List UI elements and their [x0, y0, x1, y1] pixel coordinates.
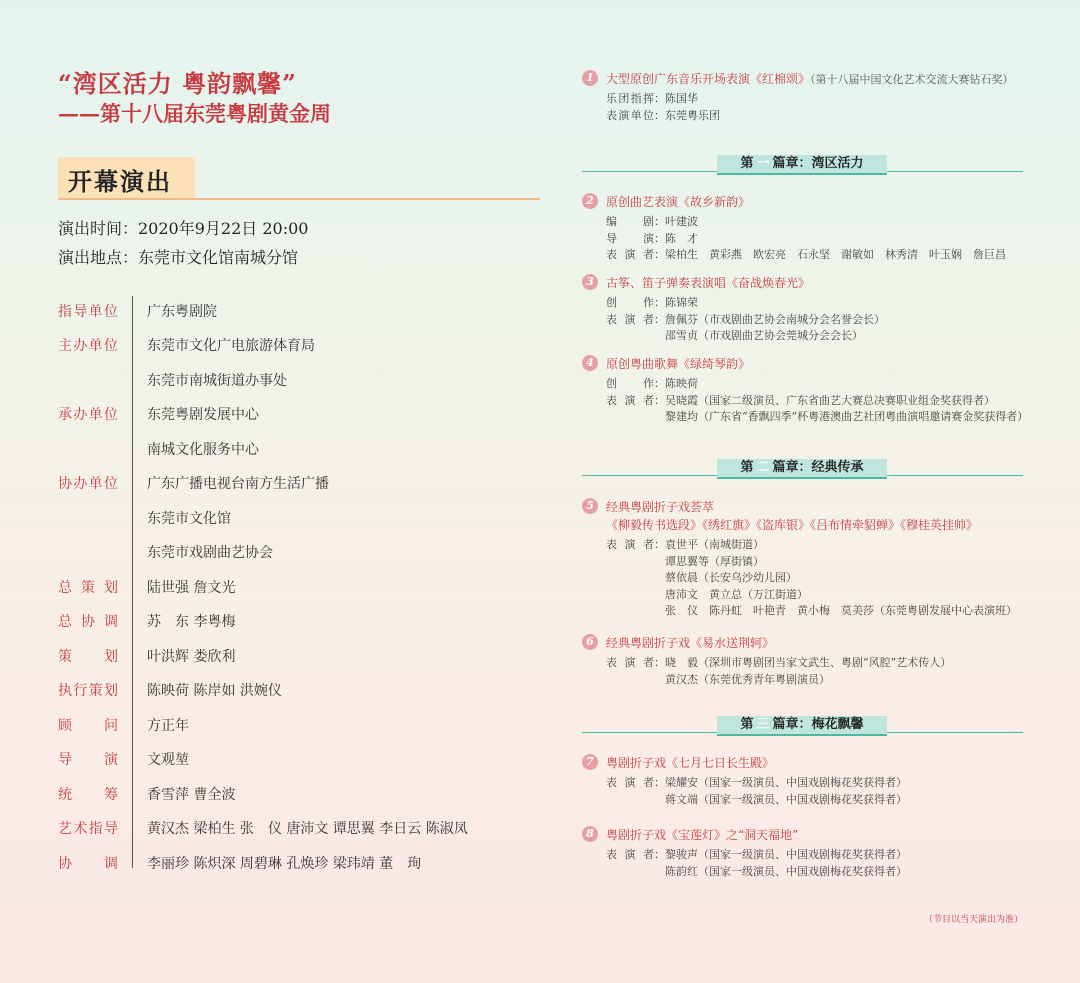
program-credit-label: 创作 [606, 296, 654, 309]
program-title [606, 355, 750, 372]
event-title: “湾区活力 粤韵飘馨” [58, 69, 297, 98]
program-credit-line [606, 586, 808, 602]
credit-value: 方正年 [147, 718, 189, 734]
chapter-title: 篇章：湾区活力 [772, 156, 864, 171]
program-number-badge: 4 [582, 355, 598, 371]
program-credit-value: 黄汉杰（东莞优秀青年粤剧演员） [654, 672, 830, 686]
credit-value: 广东广播电视台南方生活广播 [147, 476, 329, 492]
program-title-text: 原创粤曲歌舞《绿绮琴韵》 [606, 357, 751, 371]
program-credit-line [606, 327, 863, 343]
program-credit-value: 张 仪 陈丹虹 叶艳青 黄小梅 莫美莎（东莞粤剧发展中心表演班） [654, 604, 1017, 617]
program-credit-line [606, 602, 1017, 618]
chapter-title: 篇章：梅花飘馨 [772, 717, 864, 732]
chapter-prefix: 第 [740, 717, 754, 732]
program-number-badge: 8 [582, 826, 598, 842]
section-title: 开幕演出 [68, 167, 172, 196]
program-credit-label: 导演 [606, 231, 654, 245]
program-credit-line [606, 774, 907, 790]
chapter-title: 篇章：经典传承 [772, 460, 864, 475]
chapter-number: 一 [756, 156, 770, 171]
chapter-label [717, 716, 887, 736]
program-title-text: 原创曲艺表演《故乡新韵》 [606, 195, 751, 209]
program-credit-value: ：梁柏生 黄彩燕 欧宏亮 石永坚 谢敏如 林秀清 叶玉娴 詹巨昌 [654, 248, 1006, 261]
program-title-text: 粤剧折子戏《宝莲灯》之“洞天福地” [606, 828, 799, 842]
credit-value: 东莞市南城街道办事处 [147, 373, 287, 389]
program-credit-value: 蒋文端（国家一级演员、中国戏剧梅花奖获得者） [654, 792, 907, 806]
program-title [606, 193, 750, 210]
program-credit-value: ：吴晓霞（国家二级演员、广东省曲艺大赛总决赛职业组金奖获得者） [654, 393, 995, 407]
program-credit-line [606, 846, 907, 862]
credit-value: 南城文化服务中心 [147, 442, 259, 458]
credit-label: 执行策划 [58, 683, 118, 699]
chapter-heading [582, 716, 1023, 740]
program-credit-value: ：晓 毅（深圳市粤剧团当家文武生、粤剧“风腔”艺术传人） [654, 656, 952, 669]
credit-value: 东莞市文化馆 [147, 511, 231, 527]
program-credit-label: 表演者 [606, 538, 654, 551]
program-credit-value: 谭思翼等（厚街镇） [654, 554, 764, 568]
credit-value: 东莞市文化广电旅游体育局 [147, 338, 315, 354]
program-credit-line [606, 569, 797, 585]
section-divider [58, 198, 540, 200]
program-credit-value: 蔡依晨（长安乌沙幼儿园） [654, 571, 797, 584]
program-credit-line [606, 90, 698, 106]
program-credit-line [606, 375, 698, 391]
credit-label: 统筹 [58, 787, 118, 803]
credits-divider [132, 296, 133, 868]
program-award-note: （第十八届中国文化艺术交流大赛钻石奖） [810, 73, 1014, 86]
program-title-text: 经典粤剧折子戏《易水送荆轲》 [606, 636, 775, 650]
program-credit-value: ：詹佩芬（市戏剧曲艺协会南城分会名誉会长） [654, 312, 885, 326]
program-credit-value: ：陈 才 [654, 231, 698, 245]
credit-label: 主办单位 [58, 338, 118, 354]
chapter-label [717, 155, 887, 175]
program-credit-label: 表演单位 [606, 108, 654, 122]
program-credit-value: ：陈映荷 [654, 377, 698, 390]
program-credit-line [606, 536, 764, 552]
credit-value: 陈映荷 陈岸如 洪婉仪 [147, 683, 282, 699]
credit-value: 东莞市戏剧曲艺协会 [147, 545, 273, 561]
program-credit-line [606, 408, 1028, 424]
credit-label: 策划 [58, 649, 118, 665]
program-number-badge: 7 [582, 754, 598, 770]
program-number-badge: 5 [582, 498, 598, 514]
program-credit-value: ：东莞粤乐团 [654, 108, 720, 122]
program-credit-label: 乐团指挥 [606, 92, 654, 105]
chapter-heading [582, 155, 1023, 179]
program-credit-line [606, 654, 951, 670]
program-credit-value: ：梁耀安（国家一级演员、中国戏剧梅花奖获得者） [654, 776, 907, 789]
credit-value: 东莞粤剧发展中心 [147, 407, 259, 423]
credit-value: 李丽珍 陈炽深 周碧琳 孔焕珍 梁玮靖 董 珣 [147, 856, 422, 872]
footnote: （节目以当天演出为准） [923, 915, 1023, 925]
program-credit-value: ：陈锦荣 [654, 296, 698, 309]
program-credit-label: 表演者 [606, 656, 654, 669]
event-subtitle: ——第十八届东莞粤剧黄金周 [58, 101, 331, 126]
program-subtitle: 《柳毅传书选段》《绣红旗》《盗库银》《吕布情牵貂蝉》《穆桂英挂帅》 [606, 518, 979, 532]
program-credit-value: 黎建均（广东省“香飘四季”杯粤港澳曲艺社团粤曲演唱邀请赛金奖获得者） [654, 410, 1029, 423]
program-title-text: 粤剧折子戏《七月七日长生殿》 [606, 756, 775, 770]
credit-label: 艺术指导 [58, 821, 118, 837]
program-title-text: 古筝、笛子弹奏表演唱《奋战焕春光》 [606, 276, 811, 290]
credit-value: 黄汉杰 梁柏生 张 仪 唐沛文 谭思翼 李日云 陈淑凤 [147, 821, 468, 837]
program-title [606, 754, 774, 771]
program-credit-value: 唐沛文 黄立总（万江街道） [654, 587, 808, 601]
credit-label: 指导单位 [58, 304, 118, 320]
program-credit-line [606, 553, 764, 569]
program-credit-value: 陈韵红（国家一级演员、中国戏剧梅花奖获得者） [654, 864, 907, 878]
credit-value: 广东粤剧院 [147, 304, 217, 320]
chapter-label [717, 459, 887, 479]
program-credit-label: 编剧 [606, 215, 654, 228]
chapter-heading [582, 459, 1023, 483]
program-credit-value: ：黎骏声（国家一级演员、中国戏剧梅花奖获得者） [654, 848, 907, 861]
program-credit-value: ：陈国华 [654, 92, 698, 105]
credit-value: 陆世强 詹文光 [147, 580, 236, 596]
chapter-number: 三 [756, 717, 770, 732]
program-title-text: 大型原创广东音乐开场表演《红棉颂》 [606, 72, 811, 86]
program-number-badge: 2 [582, 193, 598, 209]
credit-label: 导演 [58, 752, 118, 768]
program-credit-line [606, 791, 907, 807]
credit-label: 协调 [58, 856, 118, 872]
program-number-badge: 6 [582, 634, 598, 650]
program-credit-label: 创作 [606, 377, 654, 390]
program-title [606, 826, 798, 843]
chapter-prefix: 第 [740, 156, 754, 171]
credit-label: 承办单位 [58, 407, 118, 423]
credit-label: 总策划 [58, 580, 118, 596]
credit-label: 顾问 [58, 718, 118, 734]
chapter-prefix: 第 [740, 460, 754, 475]
credit-label: 协办单位 [58, 476, 118, 492]
program-number-badge: 1 [582, 70, 598, 86]
program-credit-label: 表演者 [606, 312, 654, 326]
program-number-badge: 3 [582, 274, 598, 290]
program-credit-line [606, 311, 885, 327]
program-credit-line [606, 246, 1006, 262]
program-credit-label: 表演者 [606, 776, 654, 789]
program-title [606, 634, 774, 651]
program-credit-value: ：叶建波 [654, 215, 698, 228]
program-title [606, 274, 810, 291]
program-title [606, 498, 714, 515]
program-credit-line [606, 392, 995, 408]
program-credit-line [606, 213, 698, 229]
credit-value: 叶洪辉 娄欣利 [147, 649, 236, 665]
program-title [606, 70, 1014, 87]
show-place: 演出地点：东莞市文化馆南城分馆 [58, 248, 299, 267]
show-time: 演出时间：2020年9月22日 20:00 [58, 219, 309, 238]
program-credit-line [606, 294, 698, 310]
program-credit-line [606, 230, 698, 246]
program-title-text: 经典粤剧折子戏荟萃 [606, 500, 715, 514]
credit-label: 总协调 [58, 614, 118, 630]
program-credit-value: ：袁世平（南城街道） [654, 538, 764, 551]
program-credit-line [606, 863, 907, 879]
credit-value: 苏 东 李粤梅 [147, 614, 236, 630]
program-credit-label: 表演者 [606, 848, 654, 861]
program-credit-label: 表演者 [606, 248, 654, 261]
chapter-number: 二 [756, 460, 770, 475]
program-credit-line [606, 107, 720, 123]
program-credit-line [606, 671, 830, 687]
credit-value: 文观堃 [147, 752, 189, 768]
program-credit-label: 表演者 [606, 393, 654, 407]
program-credit-value: 邵雪贞（市戏剧曲艺协会莞城分会会长） [654, 329, 863, 342]
credit-value: 香雪萍 曹全波 [147, 787, 236, 803]
